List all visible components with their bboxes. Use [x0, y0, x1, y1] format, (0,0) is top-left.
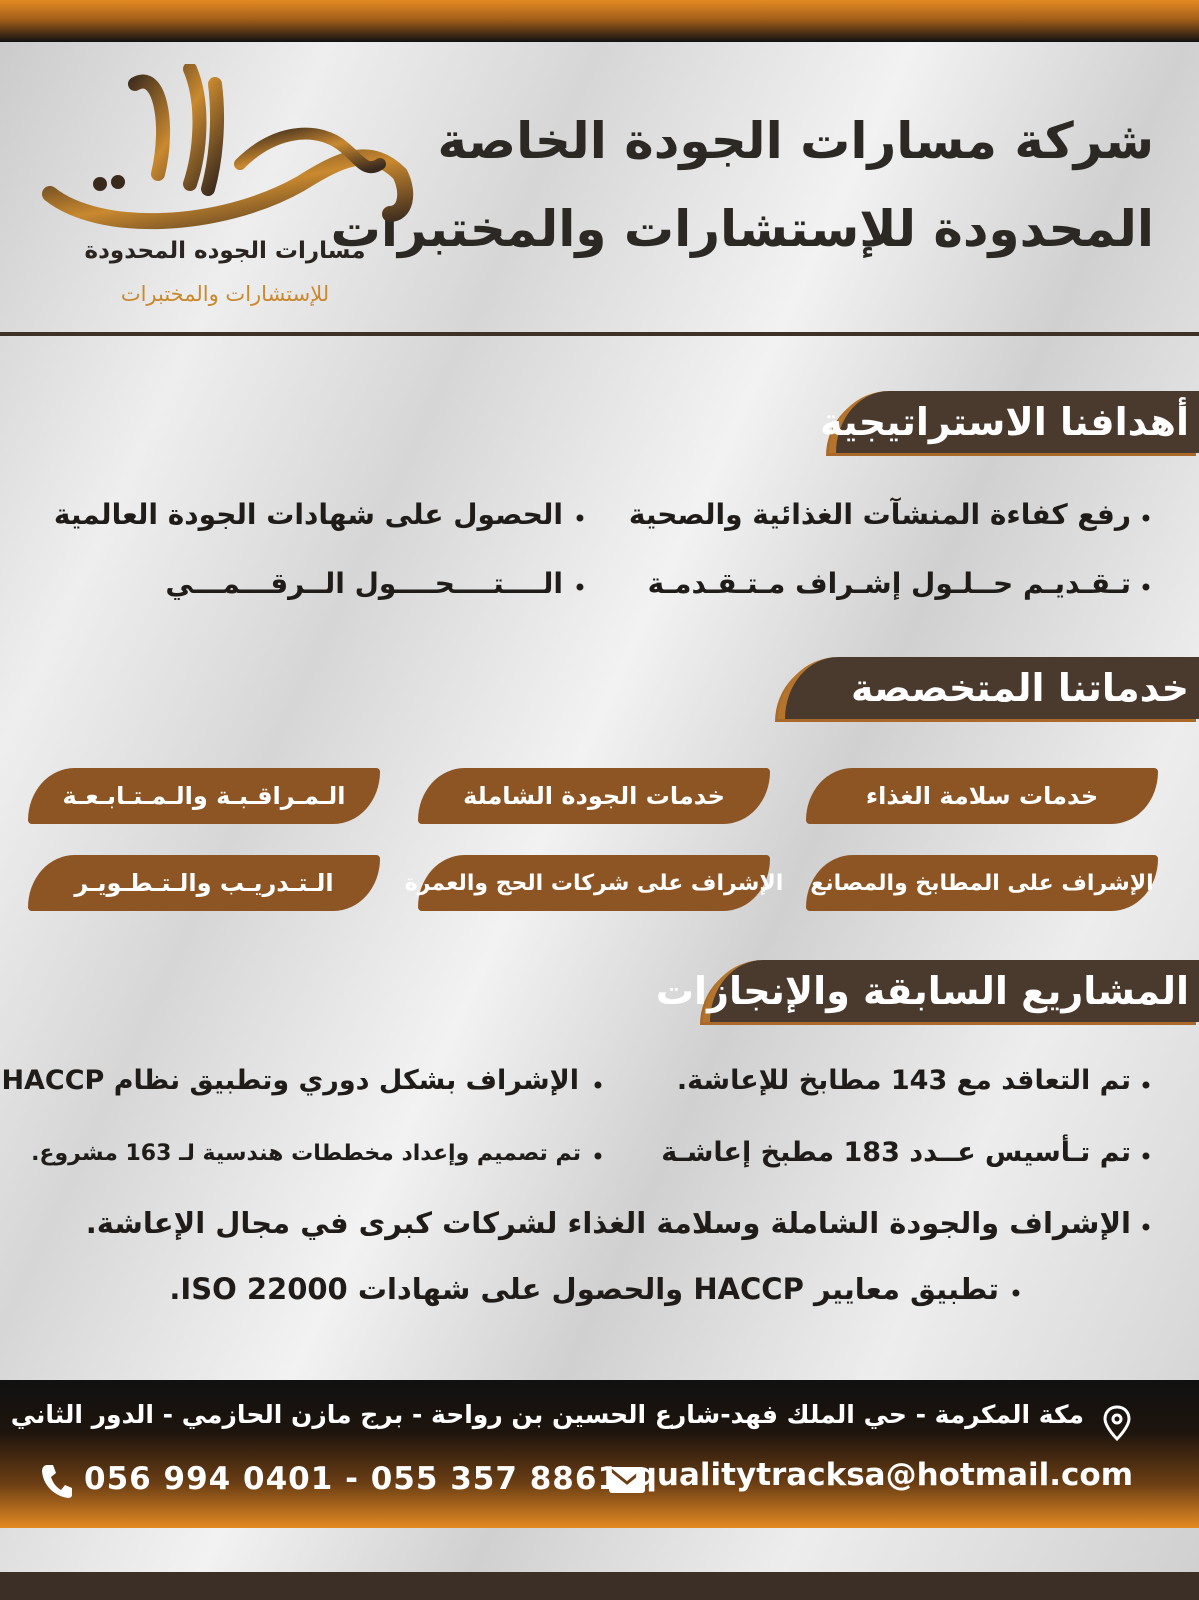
service-label: الإشراف على شركات الحج والعمرة — [404, 870, 784, 896]
goal-item: الــــتــــحــــول الــرقـــمـــي — [165, 567, 563, 600]
footer-address: مكة المكرمة - حي الملك فهد-شارع الحسين بن رواحة - برج مازن الحازمي - الدور الثاني — [10, 1400, 1084, 1429]
service-label: الـتـدريـب والـتـطـويـر — [74, 869, 334, 897]
service-pill-total-quality — [418, 768, 770, 824]
service-pill-hajj — [404, 855, 784, 911]
bullet: • — [572, 574, 587, 602]
service-pill-kitchens — [806, 855, 1158, 911]
bullet: • — [1138, 505, 1153, 533]
goal-item: رفع كفاءة المنشآت الغذائية والصحية — [628, 498, 1131, 531]
service-pill-training — [28, 855, 380, 911]
projects-heading — [655, 960, 1199, 1022]
service-label: الـمـراقـبـة والـمـتـابـعـة — [62, 782, 346, 810]
logo-subtitle-tagline: للإستشارات والمختبرات — [120, 282, 330, 306]
project-item: الإشراف بشكل دوري وتطبيق نظام HACCP — [1, 1065, 579, 1096]
footer-phone-numbers[interactable]: 056 994 0401 - 055 357 8861 — [84, 1461, 621, 1497]
company-logo — [40, 64, 420, 314]
bullet: • — [1008, 1280, 1023, 1308]
bottom-bar — [0, 1572, 1199, 1600]
services-heading-text: خدماتنا المتخصصة — [850, 666, 1189, 710]
goals-heading — [820, 391, 1199, 453]
service-label: خدمات الجودة الشاملة — [463, 782, 725, 810]
service-label: خدمات سلامة الغذاء — [865, 782, 1099, 810]
goal-item: تـقـديـم حــلـول إشـراف مـتـقـدمـة — [647, 567, 1131, 600]
service-pill-monitoring — [28, 768, 380, 824]
project-item: تم تـأسيس عــدد 183 مطبخ إعاشـة — [661, 1137, 1131, 1168]
bullet: • — [1138, 1143, 1153, 1171]
top-gradient-bar — [0, 0, 1199, 42]
bullet: • — [590, 1072, 605, 1100]
logo-subtitle-name: مسارات الجوده المحدودة — [84, 238, 366, 264]
project-item: تم تصميم وإعداد مخططات هندسية لـ 163 مشروع. — [31, 1141, 581, 1166]
phone-icon — [40, 1463, 74, 1499]
service-label: الإشراف على المطابخ والمصانع — [810, 870, 1154, 896]
bullet: • — [572, 505, 587, 533]
bullet: • — [1138, 574, 1153, 602]
footer-email-link[interactable]: qualitytracksa@hotmail.com — [634, 1457, 1133, 1493]
project-item: تطبيق معايير HACCP والحصول على شهادات ISO 22000. — [169, 1272, 999, 1306]
logo-calligraphy-icon — [40, 64, 420, 239]
company-title-line2: المحدودة للإستشارات والمختبرات — [330, 200, 1154, 258]
services-heading — [778, 657, 1199, 719]
goals-heading-text: أهدافنا الاستراتيجية — [820, 400, 1189, 444]
bullet: • — [1138, 1214, 1153, 1242]
service-pill-food-safety — [806, 768, 1158, 824]
projects-heading-text: المشاريع السابقة والإنجازات — [655, 969, 1189, 1013]
bullet: • — [1138, 1072, 1153, 1100]
project-item: تم التعاقد مع 143 مطابخ للإعاشة. — [676, 1065, 1131, 1096]
bullet: • — [590, 1143, 605, 1171]
location-pin-icon — [1102, 1405, 1132, 1441]
project-item: الإشراف والجودة الشاملة وسلامة الغذاء لشركات كبرى في مجال الإعاشة. — [85, 1206, 1131, 1240]
header-divider — [0, 332, 1199, 336]
company-title-line1: شركة مسارات الجودة الخاصة — [437, 112, 1154, 170]
goal-item: الحصول على شهادات الجودة العالمية — [53, 498, 563, 531]
